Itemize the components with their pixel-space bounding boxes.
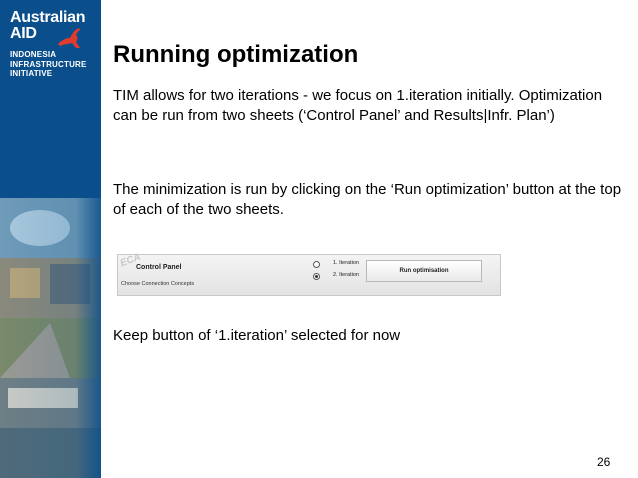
page-number: 26 xyxy=(597,455,611,469)
keep-selected-paragraph: Keep button of ‘1.iteration’ selected for now xyxy=(113,327,401,344)
kangaroo-icon xyxy=(56,26,82,50)
program-line-1: INDONESIA xyxy=(10,50,57,59)
program-line-2: INFRASTRUCTURE xyxy=(10,59,87,69)
run-optimisation-button[interactable]: Run optimisation xyxy=(366,260,482,282)
slide-title: Running optimization xyxy=(113,41,359,68)
iteration-1-radio[interactable] xyxy=(313,261,320,268)
intro-paragraph: TIM allows for two iterations - we focus on 1.iteration initially. Optimization can be run from two sheets (‘Control Panel’ and Results|Infr. Plan’) xyxy=(113,87,603,124)
sidebar xyxy=(0,0,101,478)
minimization-paragraph: The minimization is run by clicking on the ‘Run optimization’ button at the top of each of the two sheets. xyxy=(113,181,622,218)
brand-line-2: AID xyxy=(10,25,37,42)
control-panel-screenshot xyxy=(117,251,501,296)
brand-line-1: Australian xyxy=(10,9,86,26)
control-panel-title: Control Panel xyxy=(136,264,182,271)
iteration-1-label: 1. Iteration xyxy=(333,260,359,266)
iteration-2-radio[interactable] xyxy=(313,273,320,280)
iteration-2-label: 2. Iteration xyxy=(333,272,359,278)
infrastructure-photo-strip xyxy=(0,198,101,478)
program-line-3: INITIATIVE xyxy=(10,69,53,78)
program-name xyxy=(10,50,87,79)
control-panel-subtitle: Choose Connection Concepts xyxy=(121,281,195,287)
eca-badge: ECA xyxy=(118,251,143,270)
